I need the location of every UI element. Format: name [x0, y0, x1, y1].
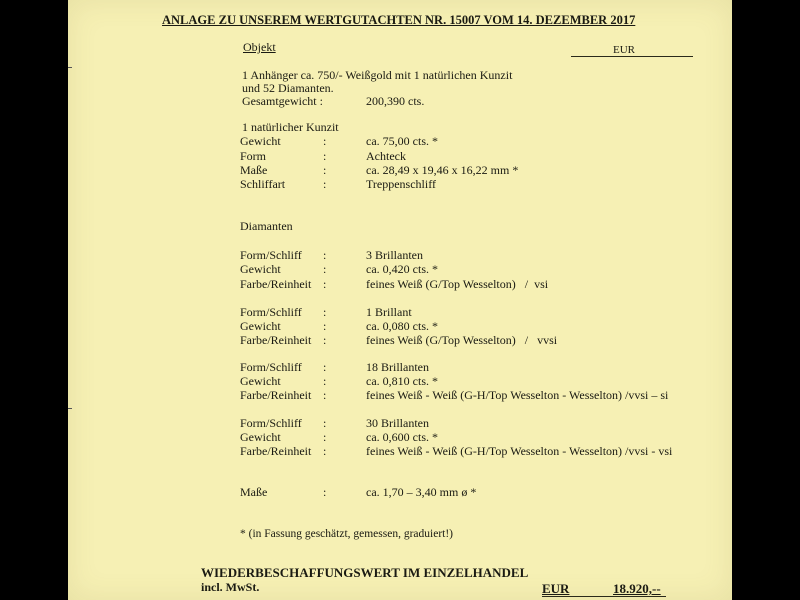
gesamtgewicht-value: 200,390 cts. — [366, 94, 425, 108]
row-sep: : — [323, 416, 327, 430]
row-value: Treppenschliff — [366, 177, 436, 191]
row-label: Form/Schliff — [240, 248, 302, 262]
kunzit-title: 1 natürlicher Kunzit — [242, 120, 339, 134]
row-sep: : — [323, 319, 327, 333]
gesamtgewicht-label: Gesamtgewicht : — [242, 94, 323, 108]
row-label: Form/Schliff — [240, 416, 302, 430]
row-sep: : — [323, 305, 327, 319]
row-label: Gewicht — [240, 374, 281, 388]
column-objekt-label: Objekt — [243, 40, 276, 54]
masse-label: Maße — [240, 485, 268, 499]
row-sep: : — [323, 177, 327, 191]
row-label: Form/Schliff — [240, 360, 302, 374]
row-label: Gewicht — [240, 262, 281, 276]
row-value: ca. 0,080 cts. * — [366, 319, 438, 333]
masse-sep: : — [323, 485, 327, 499]
row-label: Gewicht — [240, 430, 281, 444]
row-value: 30 Brillanten — [366, 416, 429, 430]
row-value: 18 Brillanten — [366, 360, 429, 374]
row-label: Farbe/Reinheit — [240, 333, 312, 347]
paper-edge-mark — [68, 408, 72, 409]
total-label: WIEDERBESCHAFFUNGSWERT IM EINZELHANDEL — [201, 565, 529, 580]
document-header: ANLAGE ZU UNSEREM WERTGUTACHTEN NR. 15007 VOM 14. DEZEMBER 2017 — [162, 13, 636, 27]
total-currency: EUR — [542, 581, 570, 596]
footnote: * (in Fassung geschätzt, gemessen, graduiert!) — [240, 528, 454, 540]
row-sep: : — [323, 388, 327, 402]
row-sep: : — [323, 444, 327, 458]
row-sep: : — [323, 430, 327, 444]
row-sep: : — [323, 163, 327, 177]
row-label: Form/Schliff — [240, 305, 302, 319]
row-value: ca. 0,810 cts. * — [366, 374, 438, 388]
row-value: 3 Brillanten — [366, 248, 423, 262]
intro-line-1: 1 Anhänger ca. 750/- Weißgold mit 1 natürlichen Kunzit — [242, 68, 513, 82]
row-value: ca. 28,49 x 19,46 x 16,22 mm * — [366, 163, 519, 177]
row-label: Form — [240, 149, 267, 163]
eur-column-rule — [571, 56, 693, 57]
intro-line-2: und 52 Diamanten. — [242, 81, 334, 95]
row-label: Maße — [240, 163, 268, 177]
row-sep: : — [323, 134, 327, 148]
row-value: ca. 0,420 cts. * — [366, 262, 438, 276]
row-sep: : — [323, 149, 327, 163]
row-value: feines Weiß (G/Top Wesselton) / vvsi — [366, 333, 558, 347]
column-eur-label: EUR — [613, 44, 635, 56]
row-sep: : — [323, 277, 327, 291]
row-label: Farbe/Reinheit — [240, 388, 312, 402]
row-label: Farbe/Reinheit — [240, 444, 312, 458]
total-underline — [542, 596, 666, 597]
row-value: ca. 0,600 cts. * — [366, 430, 438, 444]
row-value: 1 Brillant — [366, 305, 412, 319]
total-sublabel: incl. MwSt. — [201, 580, 260, 594]
row-value: feines Weiß (G/Top Wesselton) / vsi — [366, 277, 549, 291]
row-sep: : — [323, 374, 327, 388]
row-sep: : — [323, 333, 327, 347]
row-value: Achteck — [366, 149, 406, 163]
row-label: Farbe/Reinheit — [240, 277, 312, 291]
row-value: ca. 75,00 cts. * — [366, 134, 438, 148]
row-sep: : — [323, 248, 327, 262]
row-label: Schliffart — [240, 177, 286, 191]
document-page — [68, 0, 732, 600]
row-label: Gewicht — [240, 134, 281, 148]
masse-value: ca. 1,70 – 3,40 mm ø * — [366, 485, 477, 499]
row-value: feines Weiß - Weiß (G-H/Top Wesselton - Wesselton) /vvsi – si — [366, 388, 669, 402]
row-sep: : — [323, 360, 327, 374]
row-sep: : — [323, 262, 327, 276]
row-label: Gewicht — [240, 319, 281, 333]
paper-edge-mark — [68, 67, 72, 68]
total-amount: 18.920,-- — [613, 581, 661, 596]
row-value: feines Weiß - Weiß (G-H/Top Wesselton - Wesselton) /vvsi - vsi — [366, 444, 673, 458]
diamanten-title: Diamanten — [240, 219, 293, 233]
